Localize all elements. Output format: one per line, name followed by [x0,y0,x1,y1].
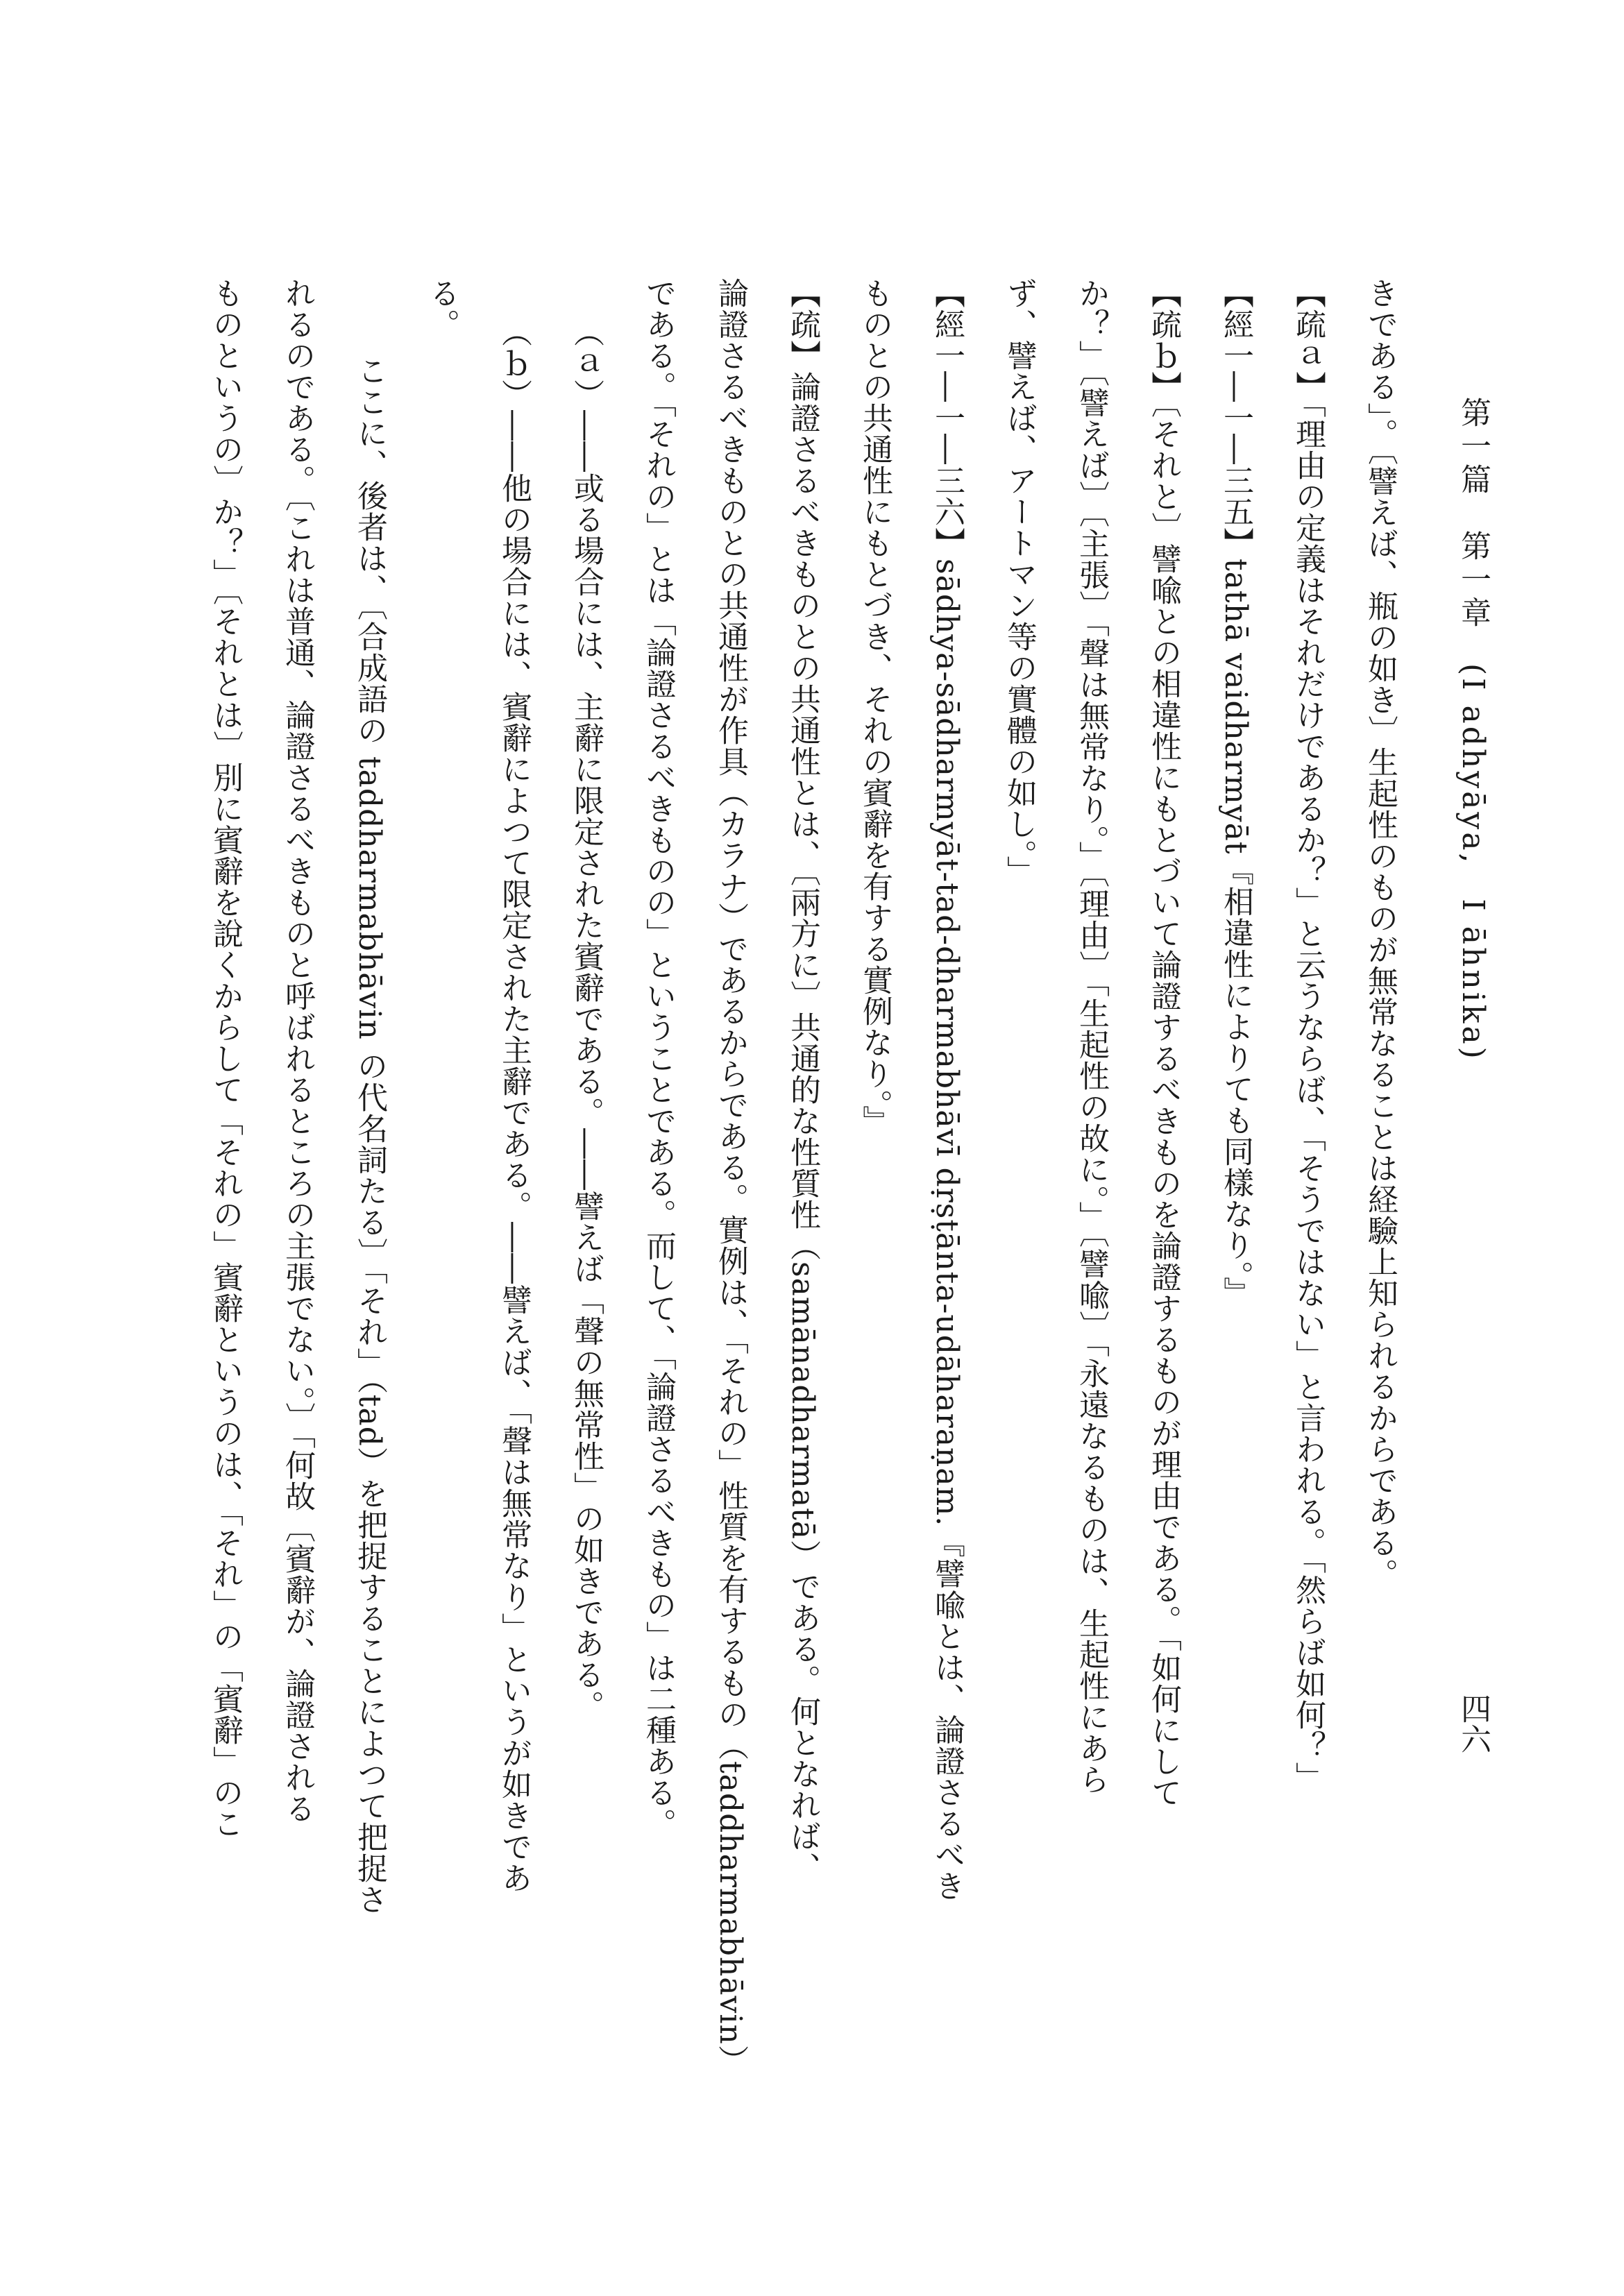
text-line: ここに、後者は、〔合成語の taddharmabhāvin の代名詞たる〕「それ」（tad）を把捉することによつて把捉さ [352,355,387,1915]
text-line: か？」〔譬えば〕〔主張〕「聲は無常なり。」〔理由〕「生起性の故に。」〔譬喩〕「永遠なるものは、生起性にあら [1074,278,1109,1795]
text-line: る。 [424,278,459,340]
text-line: ものとの共通性にもとづき、それの賓辭を有する實例なり。』 [857,278,893,1137]
text-line: ものというの〕か？」〔それとは〕別に賓辭を說くからして「それの」賓辭というのは、「それ」の「賓辭」のこ [208,278,243,1839]
text-line: きである」。〔譬えば、瓶の如き〕生起性のものが無常なることは経驗上知られるからである。 [1362,278,1398,1590]
running-header-title: 第一篇 第一章 (I adhyāya, I āhnika) [1455,397,1491,1062]
body-text [189,278,1416,2123]
page-number: 四六 [1455,1693,1491,1754]
text-line: （ａ）――或る場合には、主辭に限定された賓辭である。――譬えば「聲の無常性」の如きである。 [568,316,604,1721]
text-line: 【經一―一―三六】sādhya-sādharmyāt-tad-dharmabhāvī dṛṣṭānta-udāharaṇam.『譬喩とは、論證さるべき [929,278,965,1902]
text-line: 【疏ｂ】〔それと〕譬喩との相違性にもとづいて論證するべきものを論證するものが理由である。「如何にして [1146,278,1181,1808]
text-line: 【疏ａ】「理由の定義はそれだけであるか？」と云うならば、「そうではない」と言われる。「然らば如何？」 [1290,278,1326,1793]
text-line: れるのである。〔これは普通、論證さるべきものと呼ばれるところの主張でない。〕「何故〔賓辭が、論證される [280,278,315,1824]
text-line: 【疏】論證さるべきものとの共通性とは、〔兩方に〕共通的な性質性（samānadharmatā）である。何となれば、 [785,278,820,1883]
text-line: である。「それの」とは「論證さるべきものの」ということである。而して、「論證さるべきもの」は二種ある。 [641,278,676,1839]
text-line: 【經一―一―三五】tathā vaidharmyāt『相違性によりても同樣なり。』 [1218,278,1253,1308]
text-line: 論證さるべきものとの共通性が作具（カラナ）であるからである。實例は、「それの」性質を有するもの（taddharmabhāvin） [713,278,748,2076]
text-line: ず、譬えば、アートマン等の實體の如し。」 [1001,278,1037,887]
text-line: （ｂ）――他の場合には、賓辭によつて限定された主辭である。――譬えば、「聲は無常なり」というが如きであ [496,316,532,1894]
